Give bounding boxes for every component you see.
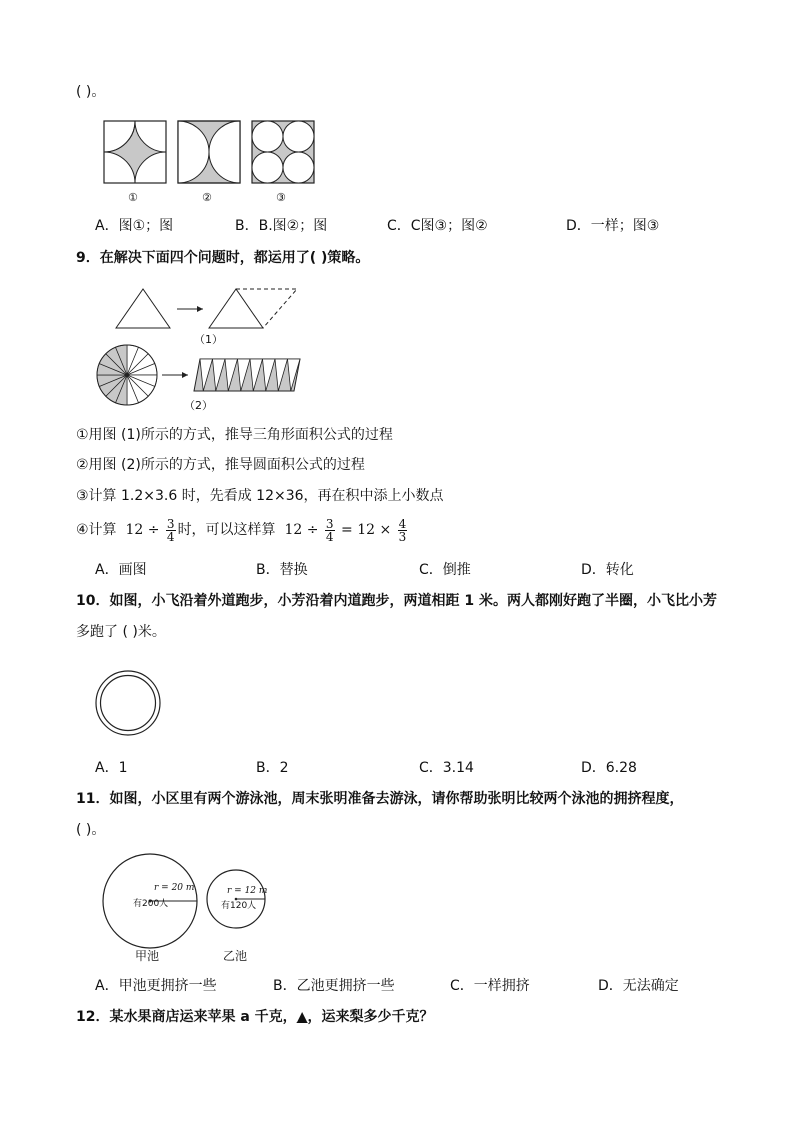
q8-stem-tail: ( )。 (76, 84, 106, 100)
q9-item-1: ①用图 (1)所示的方式，推导三角形面积公式的过程 (76, 427, 393, 443)
q11-stem-line-1: 11．如图，小区里有两个游泳池，周末张明准备去游泳，请你帮助张明比较两个泳池的拥挤程度， (76, 791, 684, 807)
q8-figure-2 (178, 121, 240, 183)
q8-figure-label-1: ① (128, 191, 138, 204)
q9-figure-label-1: （1） (194, 333, 223, 346)
q11-pool-b-name: 乙池 (223, 949, 248, 963)
q10-option-d[interactable]: D．6.28 (581, 760, 637, 776)
q9-fraction-3: $\frac{4}{3}$ (398, 516, 407, 544)
q9-fraction-1: $\frac{3}{4}$ (166, 516, 175, 544)
q8-option-a[interactable]: A．图①；图 (95, 218, 174, 234)
q9-item-4-expr-b: 12 ÷ (284, 522, 319, 538)
q11-option-c[interactable]: C．一样拥挤 (450, 978, 530, 994)
q12-stem (76, 1008, 433, 1026)
q11-pool-b (206, 869, 266, 929)
q10-option-c[interactable]: C．3.14 (419, 760, 474, 776)
q11-stem-line-2: ( )。 (76, 822, 106, 838)
q9-item-4-mid: 时，可以这样算 (177, 522, 276, 538)
q8-figure-1 (104, 121, 166, 183)
q11-option-b[interactable]: B．乙池更拥挤一些 (273, 978, 395, 994)
q8-figure-3 (252, 121, 314, 183)
q9-option-b[interactable]: B．替换 (256, 562, 308, 578)
q10-stem-line-2: 多跑了 ( )米。 (76, 624, 166, 640)
q12-stem-a: 12．某水果商店运来苹果 a 千克， (76, 1009, 297, 1025)
q9-item-4 (76, 515, 409, 545)
q12-triangle-icon: ▲ (296, 1009, 308, 1025)
q9-stem: 9．在解决下面四个问题时，都运用了( )策略。 (76, 250, 370, 266)
q9-figure-1 (115, 288, 300, 330)
q9-option-d[interactable]: D．转化 (581, 562, 634, 578)
q11-pool-a-people: 有200人 (133, 899, 169, 909)
q8-option-c[interactable]: C．C图③；图② (387, 218, 488, 234)
q10-track-figure (95, 670, 161, 736)
q9-figure-label-2: （2） (184, 399, 213, 412)
q9-item-4-expr-a: 12 ÷ (125, 522, 160, 538)
q11-pool-a-name: 甲池 (135, 949, 160, 963)
q11-pool-a-radius: r = 20 m (154, 883, 195, 893)
q9-item-4-prefix: ④计算 (76, 522, 117, 538)
q11-pool-b-radius: r = 12 m (227, 886, 268, 896)
q8-figure-label-3: ③ (276, 191, 286, 204)
q9-item-4-expr-c: = 12 × (341, 522, 392, 538)
q9-item-2: ②用图 (2)所示的方式，推导圆面积公式的过程 (76, 457, 365, 473)
q9-option-c[interactable]: C．倒推 (419, 562, 471, 578)
q8-option-b[interactable]: B．B.图②；图 (235, 218, 328, 234)
q9-option-a[interactable]: A．画图 (95, 562, 147, 578)
q12-stem-b: ，运来梨多少千克？ (307, 1009, 434, 1025)
q9-fraction-2: $\frac{3}{4}$ (325, 516, 334, 544)
q10-option-b[interactable]: B．2 (256, 760, 289, 776)
q8-figure-label-2: ② (202, 191, 212, 204)
q11-pool-b-people: 有120人 (221, 901, 257, 911)
q11-option-a[interactable]: A．甲池更拥挤一些 (95, 978, 217, 994)
q10-stem-line-1: 10．如图，小飞沿着外道跑步，小芳沿着内道跑步，两道相距 1 米。两人都刚好跑了半圈，小飞比小芳 (76, 593, 717, 609)
q8-option-d[interactable]: D．一样；图③ (566, 218, 660, 234)
q10-option-a[interactable]: A．1 (95, 760, 128, 776)
q11-option-d[interactable]: D．无法确定 (598, 978, 679, 994)
q9-item-3: ③计算 1.2×3.6 时，先看成 12×36，再在积中添上小数点 (76, 488, 444, 504)
